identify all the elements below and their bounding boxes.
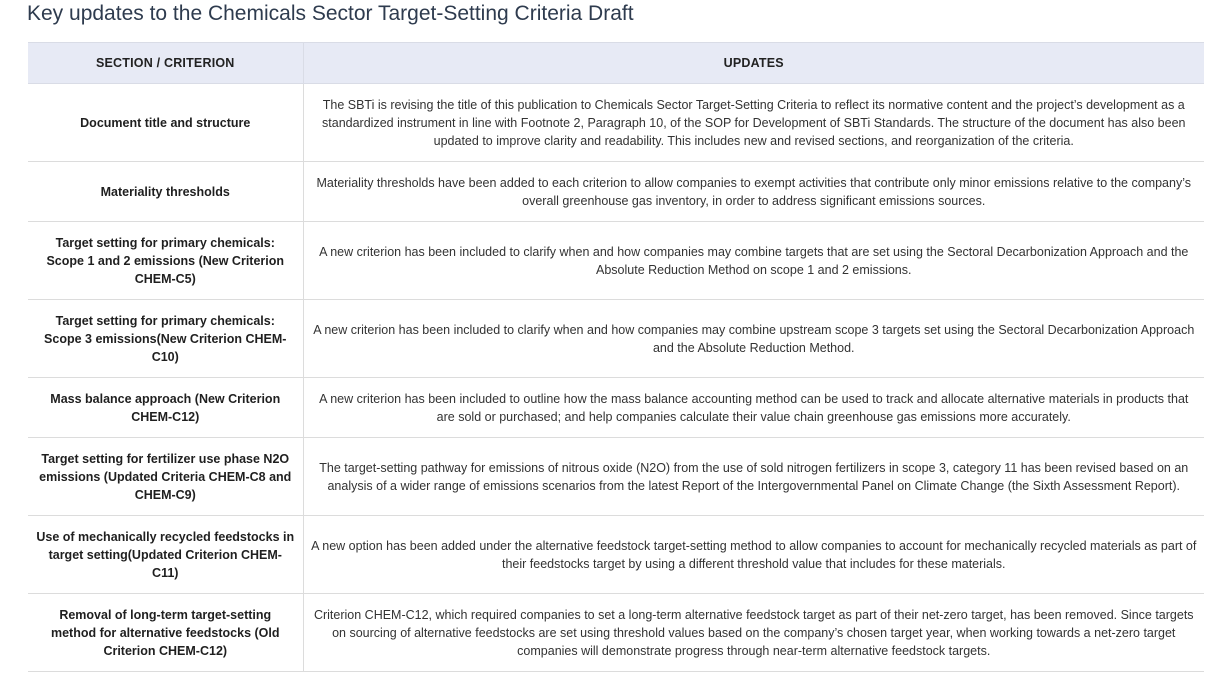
table-row	[28, 594, 1204, 672]
table-header	[28, 43, 1204, 84]
section-cell: Materiality thresholds	[28, 162, 303, 222]
update-cell: Materiality thresholds have been added to each criterion to allow companies to exempt activities that contribute only minor emissions relative to the company’s overall greenhouse gas inventory, in order to address significant emissions sources.	[303, 162, 1204, 222]
section-cell: Removal of long-term target-setting method for alternative feedstocks (Old Criterion CHEM-C12)	[28, 594, 303, 672]
table-row	[28, 438, 1204, 516]
section-cell: Mass balance approach (New Criterion CHEM-C12)	[28, 378, 303, 438]
table-row	[28, 84, 1204, 162]
section-cell: Target setting for primary chemicals: Scope 1 and 2 emissions (New Criterion CHEM-C5)	[28, 222, 303, 300]
page-title: Key updates to the Chemicals Sector Target-Setting Criteria Draft	[27, 2, 634, 25]
table-header-row	[28, 43, 1204, 84]
section-cell: Use of mechanically recycled feedstocks in target setting(Updated Criterion CHEM-C11)	[28, 516, 303, 594]
table-row	[28, 162, 1204, 222]
update-cell: A new criterion has been included to clarify when and how companies may combine targets that are set using the Sectoral Decarbonization Approach and the Absolute Reduction Method on scope 1 and 2 emissions.	[303, 222, 1204, 300]
column-header-updates: UPDATES	[303, 43, 1204, 84]
updates-table	[28, 42, 1204, 672]
table-row	[28, 300, 1204, 378]
section-cell: Target setting for fertilizer use phase N2O emissions (Updated Criteria CHEM-C8 and CHEM-C9)	[28, 438, 303, 516]
section-cell: Document title and structure	[28, 84, 303, 162]
update-cell: Criterion CHEM-C12, which required companies to set a long-term alternative feedstock target as part of their net-zero target, has been removed. Since targets on sourcing of alternative feedstocks are set using threshold values based on the company’s chosen target year, when working towards a net-zero target companies will demonstrate progress through near-term alternative feedstock targets.	[303, 594, 1204, 672]
update-cell: The target-setting pathway for emissions of nitrous oxide (N2O) from the use of sold nitrogen fertilizers in scope 3, category 11 has been revised based on an analysis of a wider range of emissions scenarios from the latest Report of the Intergovernmental Panel on Climate Change (the Sixth Assessment Report).	[303, 438, 1204, 516]
section-cell: Target setting for primary chemicals: Scope 3 emissions(New Criterion CHEM-C10)	[28, 300, 303, 378]
update-cell: A new option has been added under the alternative feedstock target-setting method to allow companies to account for mechanically recycled materials as part of their feedstocks target by using a different threshold value that includes for these materials.	[303, 516, 1204, 594]
table-row	[28, 378, 1204, 438]
update-cell: A new criterion has been included to clarify when and how companies may combine upstream scope 3 targets set using the Sectoral Decarbonization Approach and the Absolute Reduction Method.	[303, 300, 1204, 378]
column-header-section: SECTION / CRITERION	[28, 43, 303, 84]
table-row	[28, 516, 1204, 594]
update-cell: The SBTi is revising the title of this publication to Chemicals Sector Target-Setting Criteria to reflect its normative content and the project’s development as a standardized instrument in line with Footnote 2, Paragraph 10, of the SOP for Development of SBTi Standards. The structure of the document has also been updated to improve clarity and readability. This includes new and revised sections, and reorganization of the criteria.	[303, 84, 1204, 162]
update-cell: A new criterion has been included to outline how the mass balance accounting method can be used to track and allocate alternative materials in products that are sold or purchased; and help companies calculate their value chain greenhouse gas emissions more accurately.	[303, 378, 1204, 438]
table-body	[28, 84, 1204, 672]
table-row	[28, 222, 1204, 300]
